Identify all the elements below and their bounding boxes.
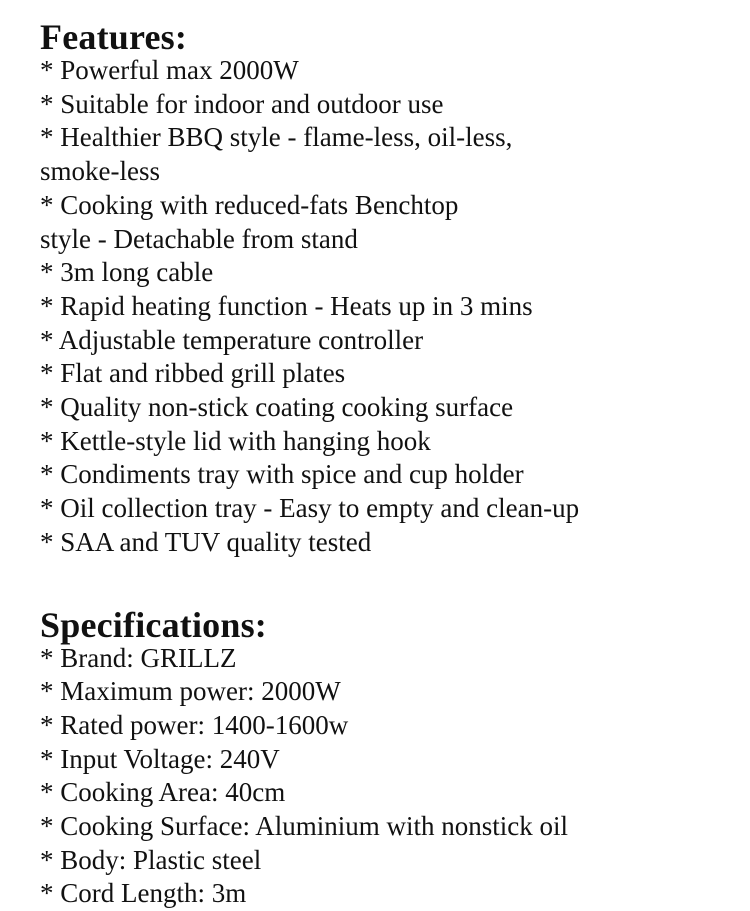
feature-item: * Healthier BBQ style - flame-less, oil-less,: [40, 122, 513, 153]
specifications-list: [40, 642, 740, 911]
specifications-heading: Specifications:: [40, 604, 267, 645]
feature-item: * Powerful max 2000W: [40, 55, 299, 85]
feature-item: * Suitable for indoor and outdoor use: [40, 88, 444, 119]
feature-item: * 3m long cable: [40, 257, 214, 288]
feature-item: * Condiments tray with spice and cup holder: [40, 459, 524, 490]
product-description: [40, 17, 740, 911]
feature-item: * Oil collection tray - Easy to empty and clean-up: [40, 493, 580, 524]
feature-item: style - Detachable from stand: [40, 223, 358, 254]
spec-item: * Body: Plastic steel: [40, 844, 262, 875]
spec-item: * Rated power: 1400-1600w: [40, 709, 349, 740]
feature-item: * Adjustable temperature controller: [40, 324, 424, 355]
feature-item: * Flat and ribbed grill plates: [40, 358, 346, 389]
spec-item: * Maximum power: 2000W: [40, 676, 341, 707]
features-heading: Features:: [40, 17, 188, 57]
feature-item: * Cooking with reduced-fats Benchtop: [40, 189, 459, 220]
spec-item: * Input Voltage: 240V: [40, 743, 280, 774]
section-gap: [40, 560, 740, 608]
feature-item: * Kettle-style lid with hanging hook: [40, 425, 431, 456]
feature-item: * SAA and TUV quality tested: [40, 526, 372, 557]
features-list: [40, 54, 740, 560]
spec-item: * Brand: GRILLZ: [40, 642, 237, 673]
feature-item: smoke-less: [40, 156, 160, 187]
feature-item: * Rapid heating function - Heats up in 3 mins: [40, 290, 533, 321]
spec-item: * Cord Length: 3m: [40, 878, 247, 909]
spec-item: * Cooking Area: 40cm: [40, 777, 286, 808]
feature-item: * Quality non-stick coating cooking surface: [40, 392, 514, 423]
spec-item: * Cooking Surface: Aluminium with nonstick oil: [40, 811, 568, 842]
